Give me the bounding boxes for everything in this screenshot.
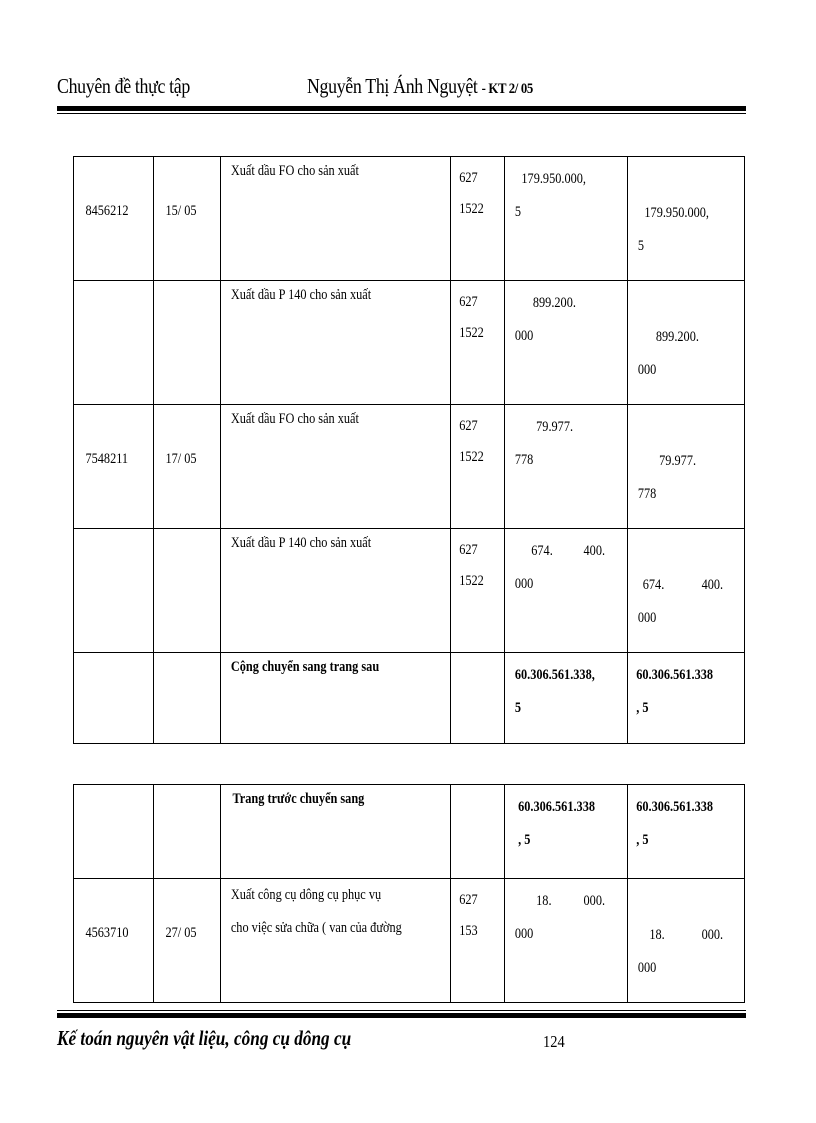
table-row [74, 405, 745, 529]
doc-number [74, 529, 154, 653]
account: 627 1522 [451, 281, 505, 405]
header-rule-thick [57, 106, 746, 111]
debit-amount: 179.950.000, 5 [505, 157, 628, 281]
doc-date [154, 529, 221, 653]
doc-date: 17/ 05 [154, 405, 221, 529]
account: 627 1522 [451, 529, 505, 653]
doc-date: 27/ 05 [154, 879, 221, 1003]
doc-number: 7548211 [74, 405, 154, 529]
table-row [74, 879, 745, 1003]
total-credit: 60.306.561.338 , 5 [628, 653, 745, 744]
debit-amount: 899.200. 000 [505, 281, 628, 405]
carried-credit: 60.306.561.338 , 5 [628, 785, 745, 879]
debit-amount: 79.977. 778 [505, 405, 628, 529]
table-row [74, 281, 745, 405]
table-row-carried [74, 785, 745, 879]
description: Xuất công cụ dông cụ phục vụ cho việc sửa chữa ( van của đường [221, 879, 451, 1003]
total-label: Cộng chuyển sang trang sau [221, 653, 451, 744]
footer-title: Kế toán nguyên vật liệu, công cụ dông cụ [57, 1026, 352, 1050]
doc-date: 15/ 05 [154, 157, 221, 281]
credit-amount: 674. 400. 000 [628, 529, 745, 653]
description: Xuất dầu P 140 cho sản xuất [221, 529, 451, 653]
table-row-total [74, 653, 745, 744]
doc-date [154, 281, 221, 405]
doc-number: 8456212 [74, 157, 154, 281]
credit-amount: 179.950.000, 5 [628, 157, 745, 281]
doc-number [74, 281, 154, 405]
header-subject: Chuyên đề thực tập [57, 74, 190, 98]
credit-amount: 18. 000. 000 [628, 879, 745, 1003]
class-code: - KT 2/ 05 [481, 81, 533, 97]
author-name: Nguyễn Thị Ánh Nguyệt [307, 74, 478, 98]
description: Xuất dầu FO cho sản xuất [221, 405, 451, 529]
carried-label: Trang trước chuyển sang [221, 785, 451, 879]
header-author [307, 74, 533, 99]
credit-amount: 899.200. 000 [628, 281, 745, 405]
doc-number: 4563710 [74, 879, 154, 1003]
header-rule-thin [57, 113, 746, 114]
account: 627 1522 [451, 157, 505, 281]
credit-amount: 79.977. 778 [628, 405, 745, 529]
account: 627 153 [451, 879, 505, 1003]
debit-amount: 18. 000. 000 [505, 879, 628, 1003]
debit-amount: 674. 400. 000 [505, 529, 628, 653]
footer-rule-thick [57, 1013, 746, 1018]
total-debit: 60.306.561.338, 5 [505, 653, 628, 744]
description: Xuất dầu FO cho sản xuất [221, 157, 451, 281]
table-row [74, 529, 745, 653]
page-number: 124 [543, 1032, 565, 1051]
footer-rule-thin [57, 1010, 746, 1011]
account: 627 1522 [451, 405, 505, 529]
table-row [74, 157, 745, 281]
carried-debit: 60.306.561.338 , 5 [505, 785, 628, 879]
description: Xuất dầu P 140 cho sản xuất [221, 281, 451, 405]
ledger-table-1 [73, 156, 745, 744]
ledger-table-2 [73, 784, 745, 1003]
